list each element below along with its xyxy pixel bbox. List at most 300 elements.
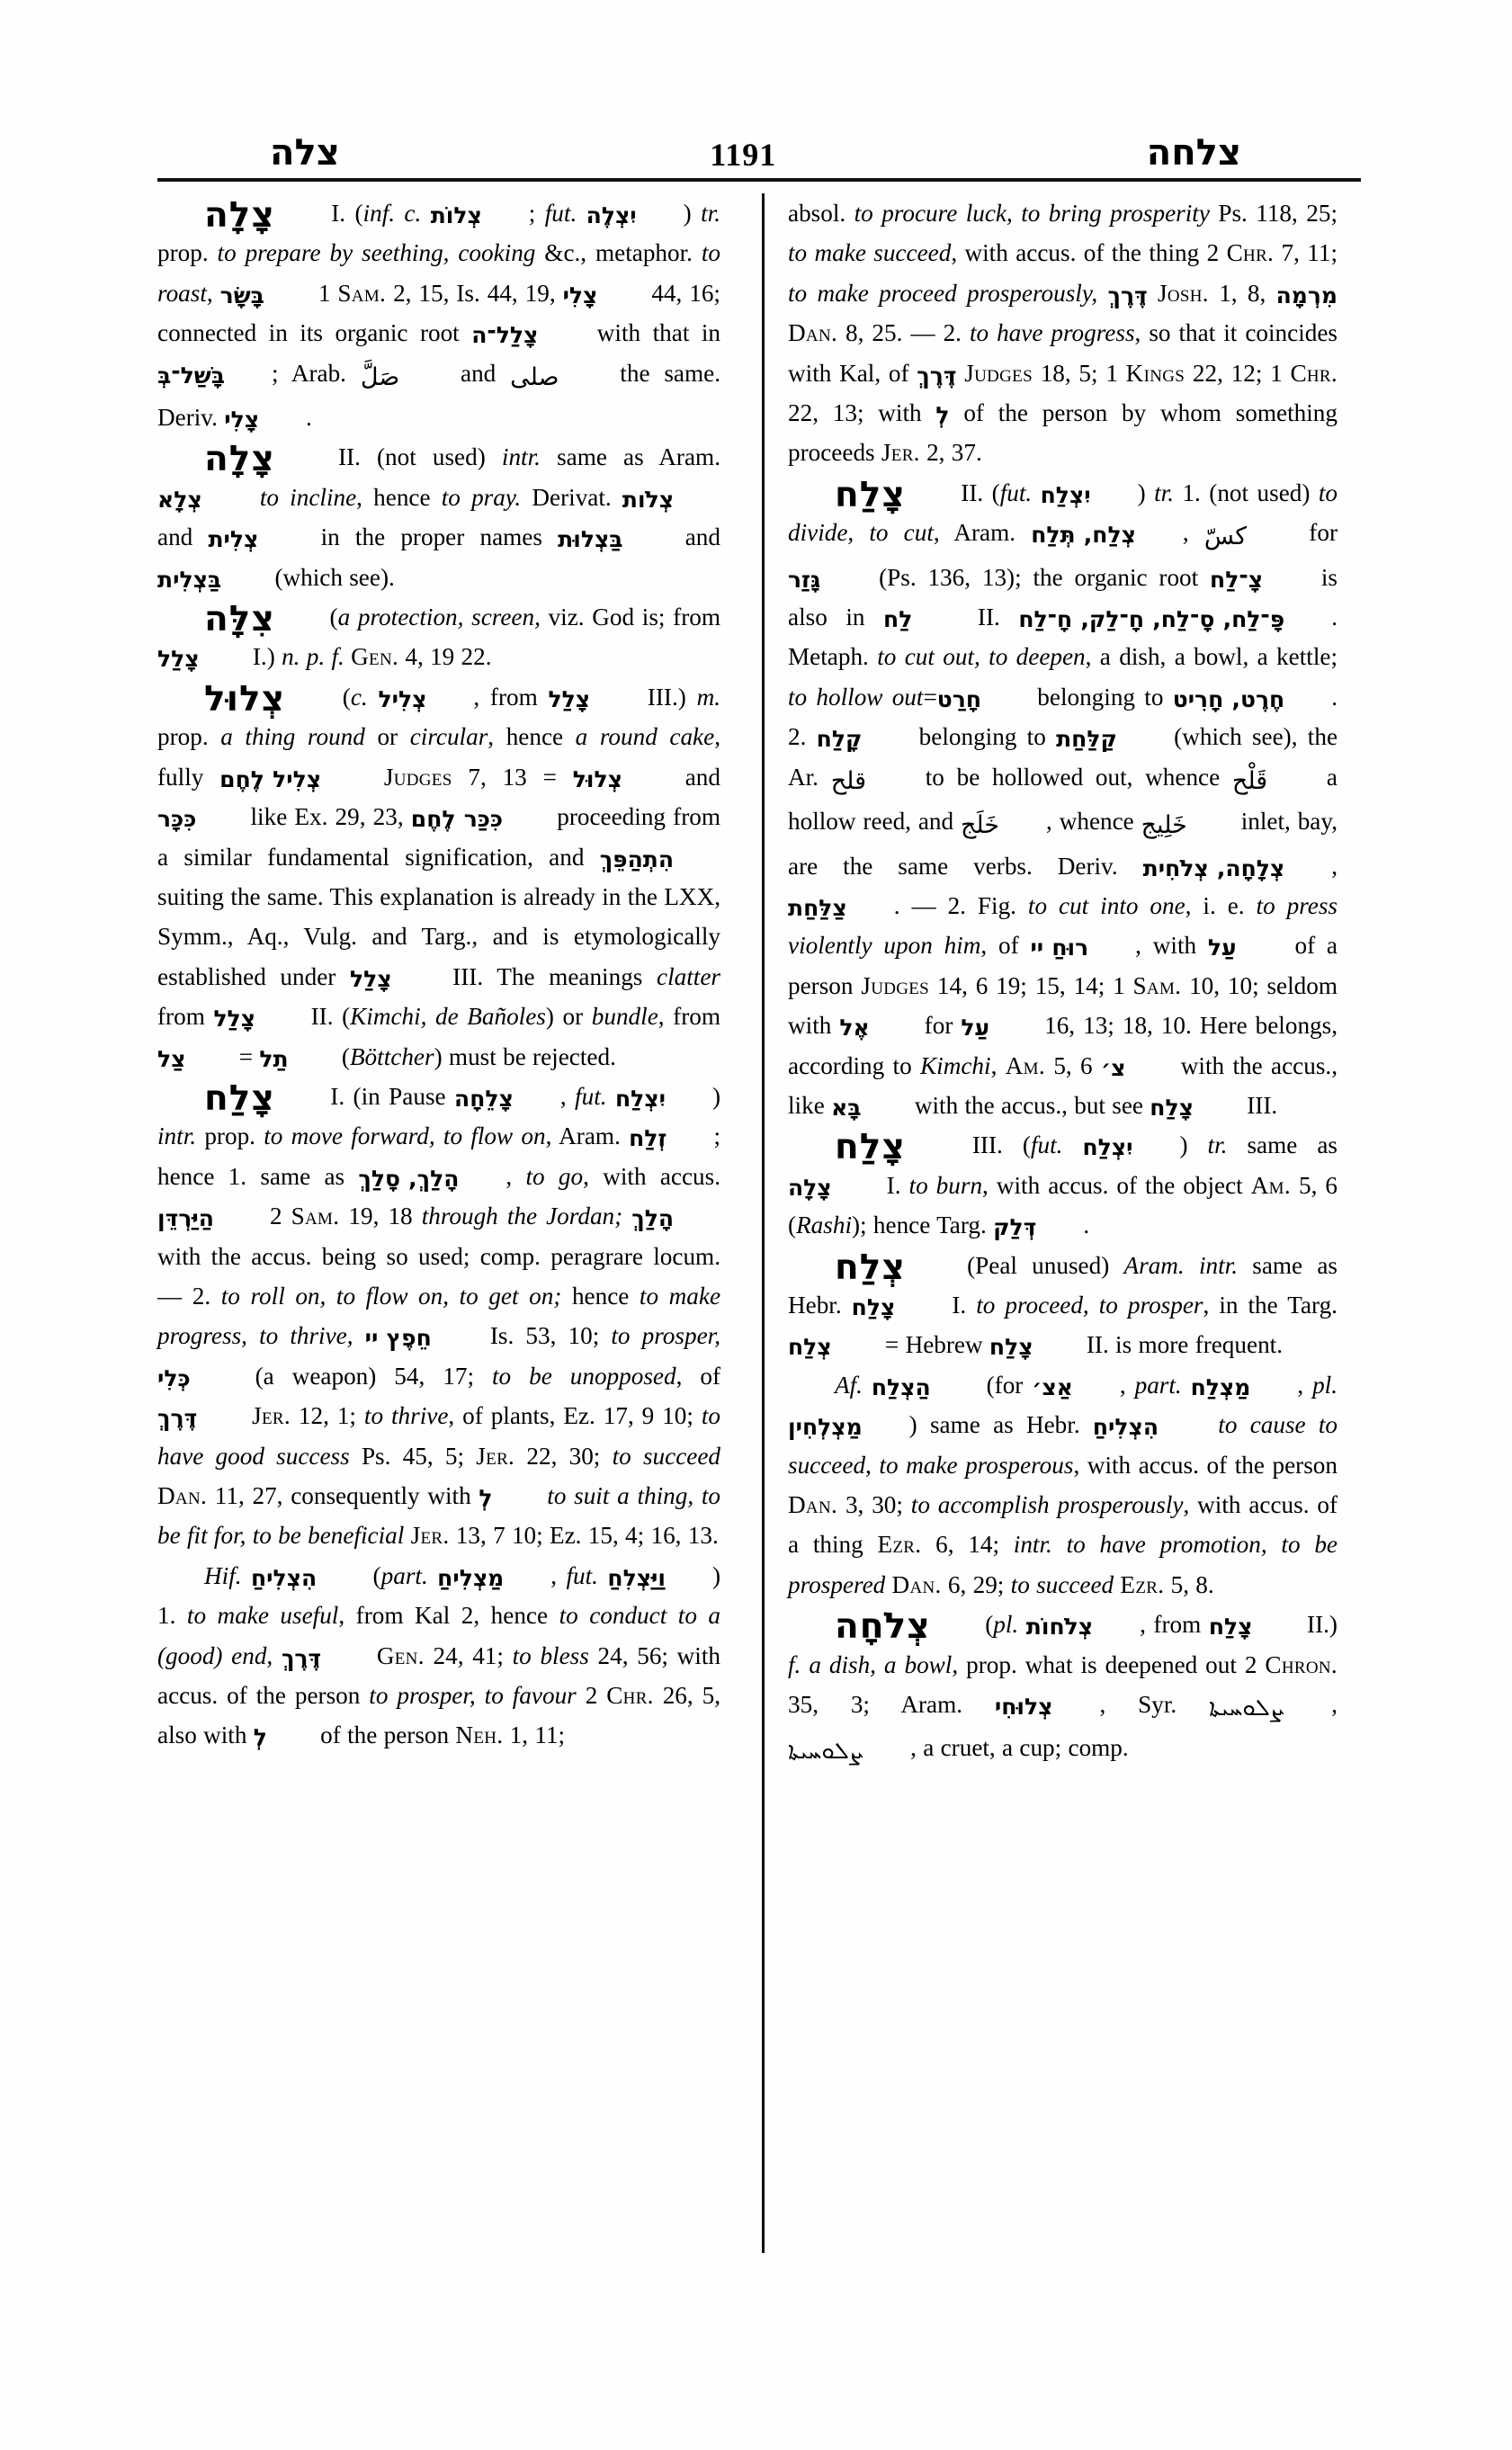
italic-gloss: to succeed bbox=[612, 1442, 720, 1470]
body-text: with that in bbox=[585, 319, 720, 347]
entry-paragraph bbox=[788, 473, 1338, 1126]
page-number: 1191 bbox=[710, 137, 777, 173]
entry-paragraph bbox=[788, 1605, 1338, 1772]
inline-hebrew: הַיַּרְדֵּן bbox=[157, 1205, 214, 1232]
entry-headword-hebrew: צָלַח bbox=[204, 1077, 275, 1119]
italic-gloss: part. bbox=[1134, 1371, 1191, 1399]
italic-gloss: to burn bbox=[908, 1171, 983, 1199]
body-text: and bbox=[157, 523, 209, 551]
body-text: , from bbox=[473, 683, 549, 711]
body-text: ) bbox=[1137, 478, 1155, 506]
body-text: (a weapon) 54, 17; bbox=[237, 1362, 492, 1390]
body-text: ( bbox=[321, 604, 338, 631]
body-text: . bbox=[1083, 1212, 1090, 1239]
body-text: 13, 7 10; Ez. 15, 4; 16, 13. bbox=[449, 1522, 719, 1550]
body-text: 3, 30; bbox=[837, 1491, 911, 1518]
body-text: belonging to bbox=[1028, 683, 1173, 711]
italic-gloss: to move forward, to flow on bbox=[264, 1122, 546, 1150]
italic-gloss: c. bbox=[350, 683, 379, 711]
italic-gloss: intr. to have promotion, to be prospered bbox=[788, 1531, 1338, 1598]
scripture-reference: Jer. bbox=[881, 439, 920, 467]
inline-hebrew: צָלַל bbox=[213, 1006, 256, 1033]
inline-hebrew: צְלִיל לֶחֶם bbox=[219, 765, 322, 792]
running-head-right-catchword: צלחה bbox=[1146, 132, 1241, 174]
body-text: 14, 6 19; 15, 14; 1 bbox=[929, 971, 1133, 999]
body-text: ) 1. bbox=[157, 1561, 721, 1630]
scripture-reference: Jer. bbox=[410, 1522, 450, 1550]
scripture-reference: Ezr. bbox=[877, 1531, 922, 1559]
body-text: Derivat. bbox=[521, 483, 622, 511]
body-text: , bbox=[1331, 852, 1338, 880]
body-text: , of plants, Ez. 17, 9 10; bbox=[448, 1402, 702, 1430]
inline-hebrew: צָלַח bbox=[1208, 1614, 1253, 1641]
italic-gloss: Aram. intr. bbox=[1123, 1251, 1239, 1279]
lexicon-entry bbox=[788, 1125, 1338, 1245]
body-text: 22, 30; bbox=[514, 1442, 613, 1470]
scripture-reference: Am. bbox=[1250, 1171, 1291, 1199]
scripture-reference: Ezr. bbox=[1120, 1570, 1165, 1598]
inline-hebrew: פָּ־לַח, סָ־לַח, חָ־לַק, חָ־לַח bbox=[1018, 606, 1285, 633]
body-text: ( bbox=[363, 1561, 381, 1589]
body-text: , fully bbox=[157, 723, 720, 791]
inline-hebrew: צְלִיל bbox=[378, 685, 427, 712]
italic-gloss: to hollow out bbox=[788, 683, 924, 711]
body-text: . 2. bbox=[788, 683, 1338, 751]
inline-arabic: خَلَج bbox=[960, 811, 1000, 840]
body-text: 10, 10; seldom with bbox=[788, 971, 1338, 1040]
italic-gloss: bundle bbox=[591, 1003, 658, 1031]
body-text: , with accus. of the object bbox=[982, 1171, 1251, 1199]
inline-hebrew: גָּזַר bbox=[788, 566, 821, 593]
body-text: 5, 6 bbox=[1044, 1051, 1101, 1079]
italic-gloss: Böttcher bbox=[349, 1042, 434, 1070]
italic-gloss: a round cake bbox=[575, 723, 715, 751]
body-text: ( bbox=[335, 1042, 350, 1070]
inline-hebrew: צָלַל bbox=[548, 685, 591, 712]
body-text: 24, 41; bbox=[424, 1641, 513, 1669]
body-text: ) same as Hebr. bbox=[908, 1411, 1093, 1439]
body-text bbox=[249, 484, 260, 511]
body-text: (which see), the Ar. bbox=[788, 723, 1338, 791]
italic-gloss: to be unopposed bbox=[492, 1362, 676, 1390]
italic-gloss: tr. bbox=[701, 200, 720, 227]
body-text: 8, 25. — 2. bbox=[837, 319, 970, 347]
body-text: with the accus., but see bbox=[908, 1091, 1150, 1119]
body-text: for bbox=[1293, 519, 1338, 547]
body-text: , a cruet, a cup; comp. bbox=[910, 1734, 1129, 1762]
body-text: , Aram. bbox=[933, 519, 1032, 547]
inline-hebrew: לְ bbox=[253, 1724, 267, 1751]
italic-gloss: through the Jordan; bbox=[421, 1203, 623, 1230]
italic-gloss: f. bbox=[788, 1650, 801, 1678]
inline-hebrew: דְּלַק bbox=[993, 1214, 1037, 1241]
body-text: ; hence 1. same as bbox=[157, 1122, 720, 1190]
entry-headword-hebrew: צִלָּה bbox=[204, 599, 275, 640]
inline-arabic: صلى bbox=[510, 362, 559, 391]
scripture-reference: Dan. bbox=[891, 1570, 942, 1598]
body-text: same as Hebr. bbox=[788, 1251, 1338, 1319]
body-text: ); hence Targ. bbox=[852, 1212, 994, 1239]
body-text bbox=[801, 1651, 809, 1678]
lexicon-entry bbox=[157, 677, 720, 1077]
body-text: same as Aram. bbox=[540, 443, 720, 471]
italic-gloss: n. p. f. bbox=[282, 643, 344, 671]
body-text: II.) bbox=[1299, 1611, 1338, 1639]
body-text: prop. bbox=[157, 239, 218, 267]
inline-hebrew: לְ bbox=[935, 402, 950, 429]
body-text: ; bbox=[528, 200, 545, 227]
inline-hebrew: צַל bbox=[157, 1045, 186, 1072]
body-text: Ex. 29, 23, bbox=[294, 803, 411, 831]
inline-hebrew: חָרַט bbox=[936, 685, 982, 712]
italic-gloss: fut. bbox=[566, 1561, 608, 1589]
body-text bbox=[344, 643, 351, 670]
inline-hebrew: הָלַךְ bbox=[631, 1205, 674, 1232]
italic-gloss: to succeed bbox=[1010, 1570, 1114, 1598]
lexicon-entry bbox=[788, 1246, 1338, 1605]
equals-sign: = bbox=[232, 1042, 260, 1070]
body-text: 2, 15, Is. 44, 19, bbox=[386, 279, 563, 307]
inline-hebrew: יִצְלַח bbox=[1040, 481, 1091, 508]
body-text: 35, 3; Aram. bbox=[788, 1691, 995, 1719]
inline-hebrew: צָלַח bbox=[851, 1293, 896, 1320]
body-text: hence bbox=[561, 1282, 640, 1310]
scripture-reference: Chron. bbox=[1265, 1650, 1338, 1678]
inline-syriac: ܨܠܘܚܝܬܐ bbox=[788, 1738, 864, 1766]
body-text: 24, 56; with accus. of the person bbox=[157, 1641, 720, 1710]
body-text: II. is more frequent. bbox=[1079, 1331, 1284, 1359]
body-text: . bbox=[306, 404, 312, 432]
body-text: 4, 19 22. bbox=[398, 643, 492, 671]
body-text: like bbox=[243, 803, 295, 831]
header-rule bbox=[157, 178, 1361, 182]
scripture-reference: Chr. bbox=[606, 1682, 654, 1710]
entry-headword-hebrew: צְלֹחָה bbox=[835, 1606, 931, 1648]
italic-gloss: intr. bbox=[157, 1122, 197, 1150]
inline-hebrew: הִצְלִיחַ bbox=[1092, 1414, 1159, 1441]
entry-paragraph bbox=[157, 1077, 720, 1556]
body-text: suiting the same. This explanation is already in the LXX, Symm., Aq., Vulg. and Targ., and is etymologically established under bbox=[157, 882, 720, 990]
body-text: I. ( bbox=[321, 200, 363, 227]
body-text: , bbox=[550, 1561, 567, 1589]
inline-hebrew: מַצְלִיחַ bbox=[437, 1564, 505, 1591]
inline-hebrew: חֶרֶט, חָרִיט bbox=[1172, 685, 1285, 712]
entry-headword-hebrew: צָלַח bbox=[835, 1127, 906, 1168]
body-text: proceeding from a similar fundamental signification, and bbox=[157, 803, 720, 871]
body-text: from bbox=[157, 1003, 214, 1031]
italic-gloss: to thrive bbox=[363, 1402, 449, 1430]
inline-hebrew: צְלוּחִי bbox=[994, 1694, 1053, 1721]
inline-hebrew: יִצְלֶה bbox=[586, 202, 637, 228]
body-text: of a person bbox=[788, 932, 1338, 999]
inline-hebrew: צְלָחָה, צְלֹחִית bbox=[1142, 854, 1285, 881]
body-text: , with accus. of the person bbox=[1073, 1451, 1338, 1479]
italic-gloss: pl. bbox=[1312, 1371, 1338, 1399]
inline-hebrew: צְלִית bbox=[208, 526, 259, 553]
inline-arabic: قَلْح bbox=[1231, 766, 1268, 795]
entry-paragraph bbox=[157, 597, 720, 677]
italic-gloss: to incline bbox=[259, 483, 357, 511]
italic-gloss: to prosper, bbox=[611, 1322, 721, 1350]
entry-paragraph bbox=[157, 1556, 720, 1756]
italic-gloss: inf. c. bbox=[362, 200, 431, 227]
lexicon-entry bbox=[157, 193, 720, 437]
equals-sign: = bbox=[878, 1331, 906, 1359]
body-text: ; Arab. bbox=[271, 359, 361, 387]
inline-hebrew: צָלִי bbox=[562, 282, 598, 308]
inline-hebrew: עַל bbox=[961, 1015, 990, 1042]
scripture-reference: Sam. bbox=[291, 1203, 340, 1230]
body-text: to be hollowed out, whence bbox=[913, 763, 1232, 791]
body-text: Ps. 45, 5; bbox=[349, 1442, 477, 1470]
body-text: in the proper names bbox=[305, 523, 559, 551]
body-text: 2 bbox=[576, 1682, 607, 1710]
body-text: with the accus. being so used; comp. peragrare locum. — 2. bbox=[157, 1242, 720, 1310]
body-text: with the accus., like bbox=[788, 1051, 1338, 1119]
body-text: ( bbox=[332, 683, 351, 711]
entry-paragraph bbox=[157, 193, 720, 437]
body-text: ) or bbox=[545, 1003, 592, 1031]
body-text: III. bbox=[1239, 1091, 1278, 1119]
inline-hebrew: צְלַח, תְּלַח bbox=[1031, 522, 1136, 549]
italic-gloss: m. bbox=[696, 683, 720, 711]
inline-hebrew: עַל bbox=[1207, 934, 1237, 961]
body-text: prop. bbox=[196, 1122, 264, 1150]
italic-gloss: to roast, bbox=[157, 239, 720, 307]
body-text: 7, 11; bbox=[1274, 239, 1338, 267]
inline-hebrew: בָּא bbox=[831, 1094, 862, 1121]
body-text: Is. 53, 10; bbox=[478, 1322, 612, 1350]
body-text: , with accus. of a thing bbox=[788, 1491, 1338, 1559]
lexicon-entry bbox=[157, 437, 720, 597]
running-head bbox=[162, 108, 1358, 174]
body-text: and bbox=[446, 359, 511, 387]
body-text: I. bbox=[878, 1171, 909, 1199]
italic-gloss: to conduct to a (good) end, bbox=[157, 1602, 721, 1669]
inline-arabic: قلح bbox=[830, 766, 866, 795]
italic-gloss: intr. bbox=[501, 443, 541, 471]
body-text: is also in bbox=[788, 563, 1338, 631]
italic-gloss: circular bbox=[409, 723, 488, 751]
body-text: , bbox=[559, 1082, 576, 1110]
inline-hebrew: צָלַח bbox=[989, 1334, 1033, 1361]
body-text: Ps. 118, 25; bbox=[1209, 200, 1338, 227]
italic-gloss: Kimchi, de Bañoles bbox=[350, 1003, 546, 1031]
left-column bbox=[157, 193, 733, 2253]
italic-gloss: Hif. bbox=[204, 1561, 251, 1589]
body-text: inlet, bay, are the same verbs. Deriv. bbox=[788, 808, 1338, 880]
body-text: ) must be rejected. bbox=[434, 1042, 616, 1070]
body-text: . Metaph. bbox=[788, 604, 1338, 671]
inline-hebrew: צָלַל bbox=[157, 646, 200, 673]
inline-arabic: صَلَّ bbox=[360, 362, 400, 391]
body-text: I. (in Pause bbox=[321, 1082, 455, 1110]
body-text: Hebrew bbox=[905, 1331, 989, 1359]
italic-gloss: to make progress, to thrive, bbox=[157, 1282, 721, 1350]
scripture-reference: Kings bbox=[1125, 359, 1185, 387]
body-text: (Peal unused) bbox=[952, 1251, 1124, 1279]
inline-arabic: خَلِيج bbox=[1141, 811, 1187, 840]
inline-hebrew: צָלַח bbox=[1150, 1094, 1194, 1121]
scripture-reference: Josh. bbox=[1158, 279, 1209, 307]
inline-hebrew: לְ bbox=[479, 1485, 493, 1511]
inline-hebrew: הִתְהַפֵּךְ bbox=[599, 845, 674, 872]
body-text: , from Kal 2, hence bbox=[338, 1602, 559, 1630]
inline-hebrew: צ׳ bbox=[1101, 1054, 1126, 1081]
scripture-reference: Dan. bbox=[157, 1482, 208, 1509]
inline-hebrew: צָ־לַח bbox=[1210, 566, 1264, 593]
body-text: viz. God is; from bbox=[540, 604, 721, 631]
body-text: ) bbox=[683, 200, 702, 227]
body-text: of the person bbox=[313, 1721, 456, 1749]
scripture-reference: Dan. bbox=[788, 319, 838, 347]
body-text: 6, 14; bbox=[921, 1531, 1014, 1559]
scripture-reference: Sam. bbox=[337, 279, 387, 307]
body-text: , bbox=[505, 1162, 526, 1190]
inline-hebrew: כִּכַּר לֶחֶם bbox=[410, 806, 504, 833]
italic-gloss: Af. bbox=[835, 1371, 872, 1399]
body-text bbox=[1205, 1411, 1218, 1438]
body-text: . — 2. Fig. bbox=[893, 891, 1028, 919]
body-text: , of bbox=[675, 1362, 720, 1390]
scripture-reference: Gen. bbox=[351, 643, 399, 671]
entry-paragraph bbox=[157, 437, 720, 597]
body-text bbox=[885, 1571, 891, 1598]
inline-hebrew: כִּכָּר bbox=[157, 806, 197, 833]
inline-hebrew: יִצְלַח bbox=[1082, 1134, 1133, 1161]
body-text: (which see). bbox=[268, 563, 395, 591]
body-text: , hence bbox=[356, 483, 442, 511]
body-text: I.) bbox=[246, 643, 282, 671]
body-text: 6, 29; bbox=[941, 1570, 1011, 1598]
scripture-reference: Gen. bbox=[376, 1641, 425, 1669]
inline-syriac: ܨܠܘܚܝܬܐ bbox=[1209, 1694, 1285, 1722]
body-text: (Ps. 136, 13); the organic root bbox=[867, 563, 1211, 591]
italic-gloss: to divide, to cut bbox=[788, 478, 1338, 547]
body-text: ( bbox=[977, 1611, 994, 1639]
inline-hebrew: מַצְלְחִין bbox=[788, 1414, 863, 1441]
lexicon-entry bbox=[157, 1077, 720, 1756]
body-text: , bbox=[1297, 1371, 1313, 1399]
inline-hebrew: כְּלִי bbox=[157, 1364, 191, 1391]
inline-hebrew: צְלֹחוֹת bbox=[1025, 1614, 1094, 1641]
inline-hebrew: בָּשָׂר bbox=[219, 282, 264, 308]
body-text: ) bbox=[1179, 1131, 1208, 1159]
body-text: prop. bbox=[157, 723, 221, 751]
body-text: II. bbox=[959, 604, 1019, 631]
body-text: 5, 6 ( bbox=[788, 1171, 1338, 1239]
body-text: , of bbox=[980, 932, 1031, 960]
body-text: &c., metaphor. bbox=[535, 239, 702, 267]
italic-gloss: to go bbox=[525, 1162, 584, 1190]
body-text: 1, 8, bbox=[1208, 279, 1276, 307]
inline-hebrew: בַּצְלוּת bbox=[558, 526, 623, 553]
italic-gloss: to have good success bbox=[157, 1402, 720, 1470]
body-text: 44, 16; connected in its organic root bbox=[157, 279, 720, 347]
scripture-reference: Dan. bbox=[788, 1491, 838, 1518]
italic-gloss: pl. bbox=[993, 1611, 1026, 1639]
italic-gloss: to make succeed bbox=[788, 239, 952, 267]
body-text: , so that it coincides with Kal, of bbox=[788, 319, 1338, 387]
italic-gloss: to proceed, to prosper bbox=[976, 1291, 1203, 1319]
body-text: , whence bbox=[1046, 808, 1141, 836]
body-text: for bbox=[916, 1012, 962, 1040]
italic-gloss: fut. bbox=[1030, 1131, 1083, 1159]
body-text: of the person by whom something proceeds bbox=[788, 399, 1338, 467]
inline-hebrew: צָלַל־ה bbox=[471, 322, 539, 349]
body-text: 1. (not used) bbox=[1174, 478, 1319, 506]
body-text: III. ( bbox=[952, 1131, 1031, 1159]
body-text: or bbox=[364, 723, 410, 751]
entry-headword-hebrew: צְלוּל bbox=[204, 678, 286, 720]
body-text bbox=[540, 1482, 548, 1509]
inline-hebrew: צַלַּחַת bbox=[788, 894, 847, 921]
body-text: III. The meanings bbox=[438, 962, 657, 990]
italic-gloss: fut. bbox=[999, 478, 1041, 506]
body-text: and bbox=[668, 763, 720, 791]
inline-hebrew: צְלַח bbox=[788, 1334, 832, 1361]
italic-gloss: to make useful bbox=[186, 1602, 339, 1630]
italic-gloss: fut. bbox=[544, 200, 586, 227]
body-text: , i. e. bbox=[1185, 891, 1257, 919]
body-text: , Aram. bbox=[545, 1122, 630, 1150]
body-text: belonging to bbox=[908, 723, 1057, 751]
scripture-reference: Sam. bbox=[1132, 971, 1182, 999]
body-text: , with accus. of the thing 2 bbox=[951, 239, 1227, 267]
inline-hebrew: וַיַּצְלִחַ bbox=[607, 1564, 666, 1591]
body-text: (for bbox=[977, 1371, 1033, 1399]
inline-hebrew: צְלוֹת bbox=[430, 202, 482, 228]
inline-hebrew: דֶּרֶךְ bbox=[157, 1405, 198, 1432]
italic-gloss: a thing round bbox=[220, 723, 365, 751]
body-text: , from bbox=[658, 1003, 720, 1031]
italic-gloss: Rashi bbox=[796, 1212, 852, 1239]
italic-gloss: to cut into one bbox=[1027, 891, 1185, 919]
body-text: , bbox=[1119, 1371, 1135, 1399]
italic-gloss: tr. bbox=[1207, 1131, 1228, 1159]
body-text: , bbox=[1331, 1691, 1338, 1719]
inline-hebrew: לַח bbox=[883, 606, 913, 633]
body-text: a hollow reed, and bbox=[788, 763, 1338, 836]
body-text bbox=[1148, 280, 1158, 307]
body-text: , with accus. bbox=[583, 1162, 720, 1190]
body-text: absol. bbox=[788, 200, 854, 227]
scripture-reference: Chr. bbox=[1226, 239, 1275, 267]
body-text: 18, 5; 1 bbox=[1032, 359, 1126, 387]
inline-hebrew: תַל bbox=[259, 1045, 289, 1072]
inline-hebrew: דֶּרֶךְ bbox=[917, 362, 957, 389]
body-text: , prop. what is deepened out 2 bbox=[952, 1650, 1266, 1678]
inline-hebrew: הִצְלִיחַ bbox=[250, 1564, 318, 1591]
inline-hebrew: צָלָה bbox=[788, 1174, 832, 1201]
italic-gloss: to prepare by seething, cooking bbox=[217, 239, 536, 267]
body-text: , bbox=[1182, 519, 1204, 547]
inline-hebrew: קַלַּחַת bbox=[1056, 726, 1117, 753]
italic-gloss: clatter bbox=[657, 962, 720, 990]
body-text: , from bbox=[1140, 1611, 1209, 1639]
entry-headword-hebrew: צָלַח bbox=[835, 474, 906, 515]
italic-gloss: to roll on, to flow on, to get on; bbox=[220, 1282, 562, 1310]
body-text: I. bbox=[942, 1291, 977, 1319]
entry-paragraph bbox=[788, 193, 1338, 473]
body-text: II. (not used) bbox=[321, 443, 502, 471]
inline-hebrew: אֶל bbox=[839, 1015, 870, 1042]
inline-hebrew: בַּצְלִית bbox=[157, 566, 222, 593]
body-text: 5, 8. bbox=[1164, 1570, 1214, 1598]
italic-gloss: to press violently upon him bbox=[788, 891, 1338, 960]
body-text: 26, 5, also with bbox=[157, 1682, 721, 1749]
inline-hebrew: דֶּרֶךְ bbox=[281, 1644, 322, 1671]
